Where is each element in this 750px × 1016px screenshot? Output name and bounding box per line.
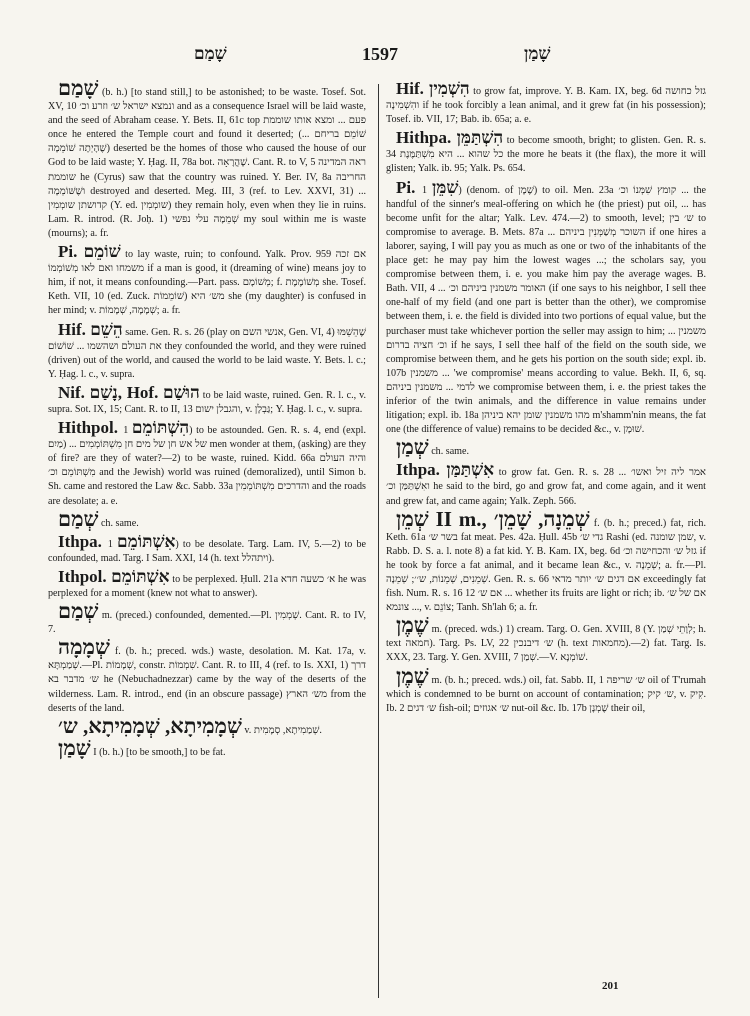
- entry-headword: Ithpa. אִשְׁתַּמַּן: [396, 460, 495, 480]
- entry-text: m. (preced. wds.) 1) cream. Targ. O. Gen. XVIII, 8 (Y. לְוָתֵי שְׁמַן; h. text חמאה). Targ. Ps. LV, 22 ש׳ דיבנכין (h. text מחמאות).—2) fat. Targ. Is. XXX, 23. Targ. Y. Gen. XVIII, 7 שְׁמַן.—V. שׁוֹמְנָא.: [386, 624, 707, 664]
- entry-text: to grow fat. Gen. R. s. 28 אמר ליה זיל ואשו׳ ... ואִשְׁתַּמַּן וכ׳ he said to the bird, go and grow fat, and come again, and it went and grew fat, and came again; Yalk. Zeph. 566.: [386, 467, 706, 507]
- column-divider: [378, 84, 379, 998]
- entry-headword: שְׁמָמִיתָא, שְׁמָמִיתָא, ש׳: [58, 713, 242, 738]
- header-right-word: שָׁמַן: [524, 44, 551, 63]
- entry-headword: שָׁמַן: [58, 735, 91, 760]
- dictionary-entry: [48, 713, 366, 738]
- entry-text: 1) to be desolate. Targ. Lam. IV, 5.—2) to be confounded, mad. Targ. I Sam. XXI, 14 (h. text ויתהלל).: [48, 538, 367, 564]
- entry-headword: שְׁמַן: [396, 435, 429, 460]
- dictionary-entry: [48, 599, 366, 637]
- right-column: [386, 80, 706, 718]
- dictionary-entry: [48, 533, 366, 566]
- entry-headword: Hif. הִשְׁמִין: [396, 79, 470, 98]
- entry-headword: Hif. הֵשֵׁם: [58, 319, 123, 339]
- folio-number: 201: [602, 980, 619, 992]
- dictionary-entry: [48, 419, 366, 509]
- entry-headword: Ithpol. אִשְׁתּוֹמֵם: [58, 566, 170, 586]
- entry-headword: שְׁמַם: [58, 599, 99, 624]
- entry-text: to be laid waste, ruined. Gen. R. l. c., v. supra. Sot. IX, 15; Cant. R. to II, 13 והגבלן ישום, v. גַּבְלָן; Y. Ḥag. l. c., v. supra.: [48, 389, 366, 415]
- dictionary-entry: [386, 80, 706, 127]
- left-column: [48, 76, 367, 762]
- entry-headword: Hithpol. הִשְׁתּוֹמֵם: [58, 418, 190, 438]
- entry-text: ch. same.: [431, 446, 470, 458]
- entry-text: same. Gen. R. s. 26 (play on אנשי השם, Gen. VI, 4) שֶׁהֵשֵׁמּוּ את העולם ושהשמו ... שׁוֹשׁוֹם they confounded the world, and they were ruined (driven) out of the world, and caused the world to be laid waste. Y. Bets. l. c.; Y. Ḥag. l. c., v. supra.: [48, 326, 366, 380]
- dictionary-entry: [386, 179, 706, 438]
- dictionary-entry: [386, 129, 706, 176]
- entry-headword: שָׁמַם: [58, 76, 99, 100]
- entry-text: m. (b. h.; preced. wds.) oil, fat. Sabb. II, 1 ש׳ שריפה oil of T'rumah which is condemned to be burnt on account of contamination; ש׳ קיק, v. קִיק. Ib. 2 ש׳ דגים fish-oil; ש׳ אגוזים nut-oil &c. Ib. 17b שֶׁמְנָן their oil,: [386, 674, 706, 714]
- entry-text: to become smooth, bright; to glisten. Gen. R. s. 34 כל שהוא ... היא מִשְׁתַּמֶּנֶת the more he beats it (the flax), the more it will glisten; Yalk. ib. 95; Yalk. Ps. 654.: [386, 135, 706, 175]
- dictionary-entry: [48, 321, 366, 382]
- dictionary-entry: [48, 76, 367, 241]
- entry-text: ch. same.: [100, 517, 139, 529]
- entry-text: to lay waste, ruin; to confound. Yalk. Prov. 959 אם זכה משמחו ואם לאו מְשׁוֹמְמוֹ if a man is good, it (dreaming of wine) means joy to him, if not, it means confounding.—Part. pass. מְשׁוֹמָם; f. מְשׁוֹמֶמֶת she. Tosef. Keth. VII, 10 (ed. Zuck. שׁוֹמֵמוֹת) מש׳ היא she (my daughter) is confused in her mind; v. שְׁמָמָה, שְׁמָמוֹת; a. fr.: [48, 249, 367, 317]
- entry-text: I (b. h.) [to be smooth,] to be fat.: [93, 746, 226, 758]
- entry-text: f. (b. h.; preced.) fat, rich. Keth. 61a בשר ש׳ fat meat. Pes. 42a. Ḥull. 45b גדי ש׳ Rashi (ed. שמן שומנה, v. Rabb. D. S. a. l. note 8) a fat kid. Y. B. Kam. IX, beg. 6d גזל ש׳ והכחישה וכ׳ if he took by force a fat animal, and it became lean &c., v. שְׁמֵנָה; a. fr.—Pl. שְׁמֵנִים, שְׁמֵנוֹת, ש׳׳; שְׁמֵנָה. Gen. R. s. 66 אם דגים ש׳ יותר מדאי exceedingly fat fish. Num. R. s. 16 12 אם ש׳ ... whether its fruits are light or rich; ib. אם של ש׳ ... צונמא, v. צוֹנֵם; Tanh. Sh'lah 6; a. fr.: [386, 517, 707, 614]
- entry-headword: Pi. שׁוֹמֵם: [58, 242, 121, 262]
- header-page-number: 1597: [362, 44, 398, 64]
- entry-headword: Nif. נָשַׁם, Hof. הוּשַׁם: [58, 382, 200, 402]
- entry-text: v. שְׁמַמִיתָא, סְמָמִית.: [244, 724, 322, 736]
- entry-text: 1) to be astounded. Gen. R. s. 4, end (expl. מַיִם) ... של אש חן של מים חן מִשְׁתּוֹמְמִים men wonder at them, (asking) are they of fire? are they of water?—2) to be waste, ruined. Kidd. 66a והיה העולם מִשְׁתּוֹמֵם וכ׳ and the Jewish) world was ruined (demoralized), until Simon b. Sh. came and restored the Law &c. Sabb. 33a והדרכים מִשְׁתּוֹמְמִין and the roads are desolate; a. e.: [48, 425, 366, 507]
- dictionary-entry: [48, 384, 366, 417]
- entry-text: 1) (denom. of שֶׁמֶן) to oil. Men. 23a קומץ שִׁמְּנוֹ וכ׳ ... the handful of the sinner's meal-offering on which he (the priest) put oil, ... has become unfit for the altar; Yalk. Lev. 474.—2) to smooth, level; ש׳ בין to compromise to average. B. Mets. 87a ... השוכר מְשַׁמְּנִין ביניהם if one hires a laborer, saying, I will pay you as much as one or two of the inhabitants of the place get: he may pay him the lowest wages ...; the scholars say, you compromise between them, i. e. you make him pay the average wages. B. Bath. VII, 4 ... האומר משמנין ביניהם וכ׳ (if one says to his neighbor, I sell thee one-half of my field (and one part is better than the other), we compromise between them, i. e. the field is divided into two portions of equal value, but the purchaser must take whichever portion the seller may assign to him; ... משמנין וכ׳ חציה בדרום if he says, I sell thee half of the field on the south side, we compromise between them, and he gets his portion on the south side; expl. ib. 107b משמנין ... 'we compromise' means according to value. Bekh. II, 6, sq. לדמי ... משמנין ביניהם we compromise between them, i. e. the priest takes the inferior of the twin animals, and the difference in value remains under litigation; expl. ib. 18a מהו משמנין שומן יהא ביניהן m'shamm'nin means, the fat one (the difference of value) remains to be decided &c., v. שׁוּמָן.: [386, 184, 707, 436]
- entry-headword: Hithpa. הִשְׁתַּמֵּן: [396, 128, 504, 148]
- entry-headword: שֶׁמֶן: [396, 663, 429, 688]
- entry-text: f. (b. h.; preced. wds.) waste, desolation. M. Kat. 17a, v. שְׁמַמְתָּא.—Pl. שְׁמָמוֹת, constr. שִׁמְמוֹת. Cant. R. to III, 4 (ref. to Is. XXI, 1) דרך ש׳ מדבר בא he (Nebuchadnezzar) came by the way of the deserts of the wilderness. Lam. R. introd., end (in an obscure passage) מש׳ הארץ from the deserts of the land.: [48, 646, 367, 714]
- dictionary-entry: [48, 243, 366, 318]
- entry-text: m. (preced.) confounded, demented.—Pl. שְׁמְמִין. Cant. R. to IV, 7.: [48, 610, 366, 636]
- dictionary-entry: [48, 635, 367, 715]
- dictionary-entry: [48, 735, 366, 760]
- dictionary-entry: [386, 613, 707, 665]
- header-left-word: שָׁמַם: [194, 44, 227, 63]
- dictionary-entry: [386, 663, 706, 716]
- dictionary-entry: [386, 435, 706, 460]
- dictionary-entry: [386, 506, 707, 616]
- dictionary-entry: [48, 568, 366, 601]
- entry-headword: שֶׁמֶן: [396, 613, 429, 638]
- entry-headword: שְׁמָמָה: [58, 635, 110, 660]
- dictionary-entry: [386, 461, 706, 508]
- entry-headword: שְׁמֵן II m., שְׁמֵנָה, שָׁמֵן׳: [396, 506, 590, 531]
- entry-text: (b. h.) [to stand still,] to be astonished; to be waste. Tosef. Sot. XV, 10 ונמצא ישראל ש׳ וזרע וכ׳ and as a consequence Israel will be laid waste, and the seed of Abraham cease. Y. Bets. II, 61c top פעם ... ומצא אותו שוממת once he entered the Temple court and found it deserted; (שׁוֹמֵם בריחם ... שֶׁהָיְתָה שׁוֹמֵמָה) deserted be the homes of those who caused the house of our God to be laid waste; Y. Ḥag. II, 78a bot. שֶׁהֲרָאָה. Cant. R. to V, 5 ראה המדינה שוממת he (Cyrus) saw that the country was ruined. Y. Ber. IV, 8a החריבה ושֶׁשּׁוֹמְמָה destroyed and deserted. Meg. III, 3 (ref. to Lev. XXVI, 31) ... קדושתן שומְמִין (Y. ed. שומְמִין) they remain holy, even when they lie in ruins. Lam. R. introd. (R. Joḥ. 1) שְׁמֵמָה עלי נפשי my soul within me is waste (mourns); a. fr.: [48, 87, 367, 239]
- entry-headword: שְׁמַם: [58, 506, 99, 531]
- dictionary-entry: [48, 506, 366, 531]
- entry-text: to be perplexed. Ḥull. 21a א׳ כשעה חדא he was perplexed for a moment (knew not what to answer).: [48, 573, 366, 599]
- entry-headword: Pi. שִׁמֵּן: [396, 177, 459, 197]
- entry-headword: Ithpa. אִשְׁתּוֹמֵם: [58, 531, 176, 551]
- entry-text: to grow fat, improve. Y. B. Kam. IX, beg. 6d גזל כחושה והִשְׁמִינָה if he took forcibly a lean animal, and it grew fat (in his possession); Tosef. ib. VII, 17; Bab. ib. 65a; a. e.: [386, 86, 707, 126]
